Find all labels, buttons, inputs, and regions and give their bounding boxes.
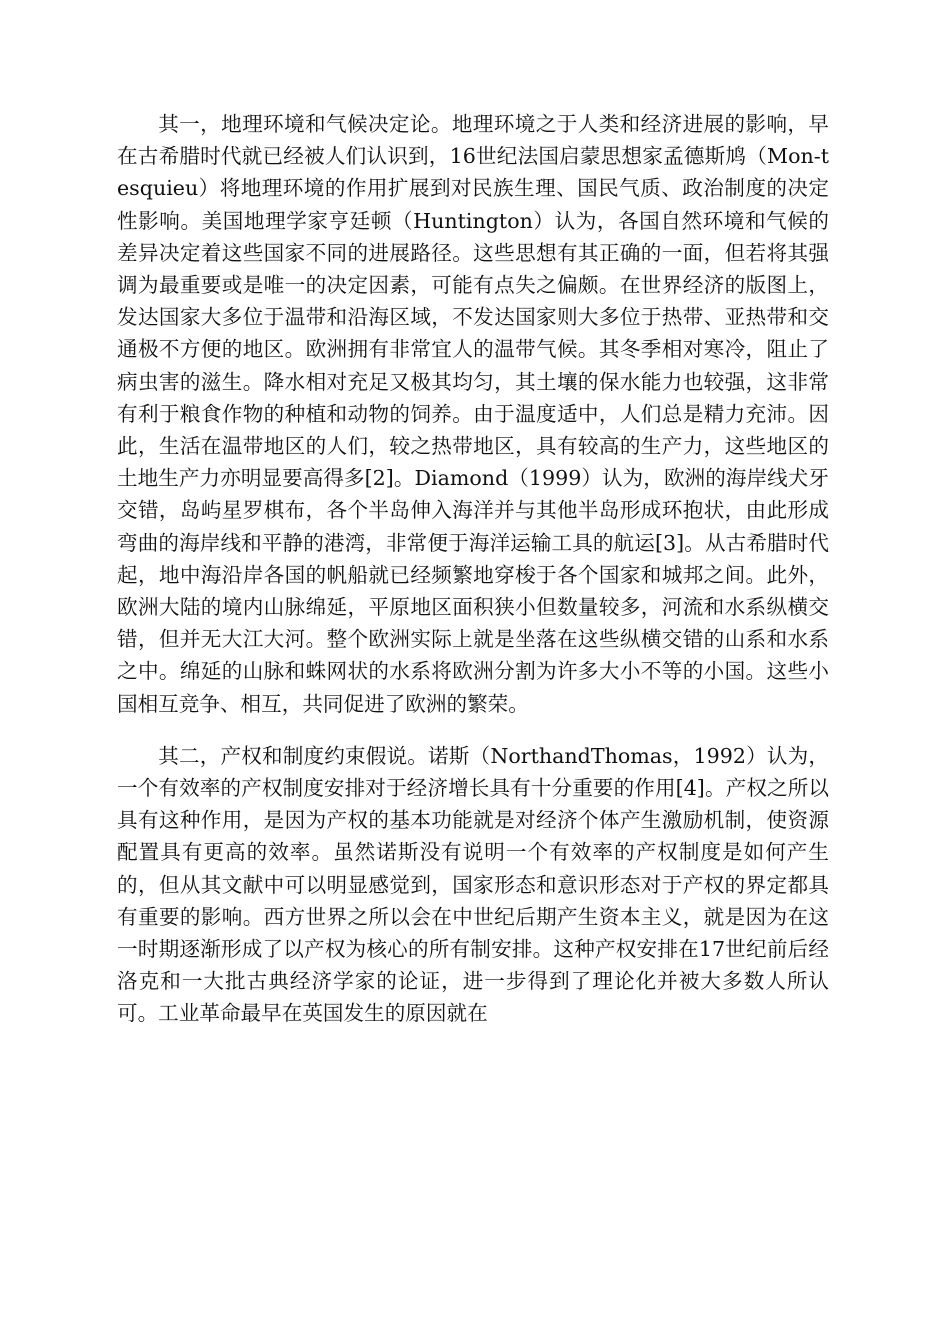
document-body bbox=[117, 108, 829, 1030]
paragraph-geography-climate: 其一，地理环境和气候决定论。地理环境之于人类和经济进展的影响，早在古希腊时代就已经被人们认识到，16世纪法国启蒙思想家孟德斯鸠（Mon-tesquieu）将地理环境的作用扩展到对民族生理、国民气质、政治制度的决定性影响。美国地理学家亨廷顿（Huntington）认为，各国自然环境和气候的差异决定着这些国家不同的进展路径。这些思想有其正确的一面，但若将其强调为最重要或是唯一的决定因素，可能有点失之偏颇。在世界经济的版图上，发达国家大多位于温带和沿海区域，不发达国家则大多位于热带、亚热带和交通极不方便的地区。欧洲拥有非常宜人的温带气候。其冬季相对寒冷，阻止了病虫害的滋生。降水相对充足又极其均匀，其土壤的保水能力也较强，这非常有利于粮食作物的种植和动物的饲养。由于温度适中，人们总是精力充沛。因此，生活在温带地区的人们，较之热带地区，具有较高的生产力，这些地区的土地生产力亦明显要高得多[2]。Diamond（1999）认为，欧洲的海岸线犬牙交错，岛屿星罗棋布，各个半岛伸入海洋并与其他半岛形成环抱状，由此形成弯曲的海岸线和平静的港湾，非常便于海洋运输工具的航运[3]。从古希腊时代起，地中海沿岸各国的帆船就已经频繁地穿梭于各个国家和城邦之间。此外，欧洲大陆的境内山脉绵延，平原地区面积狭小但数量较多，河流和水系纵横交错，但并无大江大河。整个欧洲实际上就是坐落在这些纵横交错的山系和水系之中。绵延的山脉和蛛网状的水系将欧洲分割为许多大小不等的小国。这些小国相互竞争、相互，共同促进了欧洲的繁荣。 bbox=[117, 112, 829, 716]
paragraph-property-rights: 其二，产权和制度约束假说。诺斯（NorthandThomas，1992）认为，一个有效率的产权制度安排对于经济增长具有十分重要的作用[4]。产权之所以具有这种作用，是因为产权的基本功能就是对经济个体产生激励机制，使资源配置具有更高的效率。虽然诺斯没有说明一个有效率的产权制度是如何产生的，但从其文献中可以明显感觉到，国家形态和意识形态对于产权的界定都具有重要的影响。西方世界之所以会在中世纪后期产生资本主义，就是因为在这一时期逐渐形成了以产权为核心的所有制安排。这种产权安排在17世纪前后经洛克和一大批古典经济学家的论证，进一步得到了理论化并被大多数人所认可。工业革命最早在英国发生的原因就在 bbox=[117, 743, 829, 1026]
